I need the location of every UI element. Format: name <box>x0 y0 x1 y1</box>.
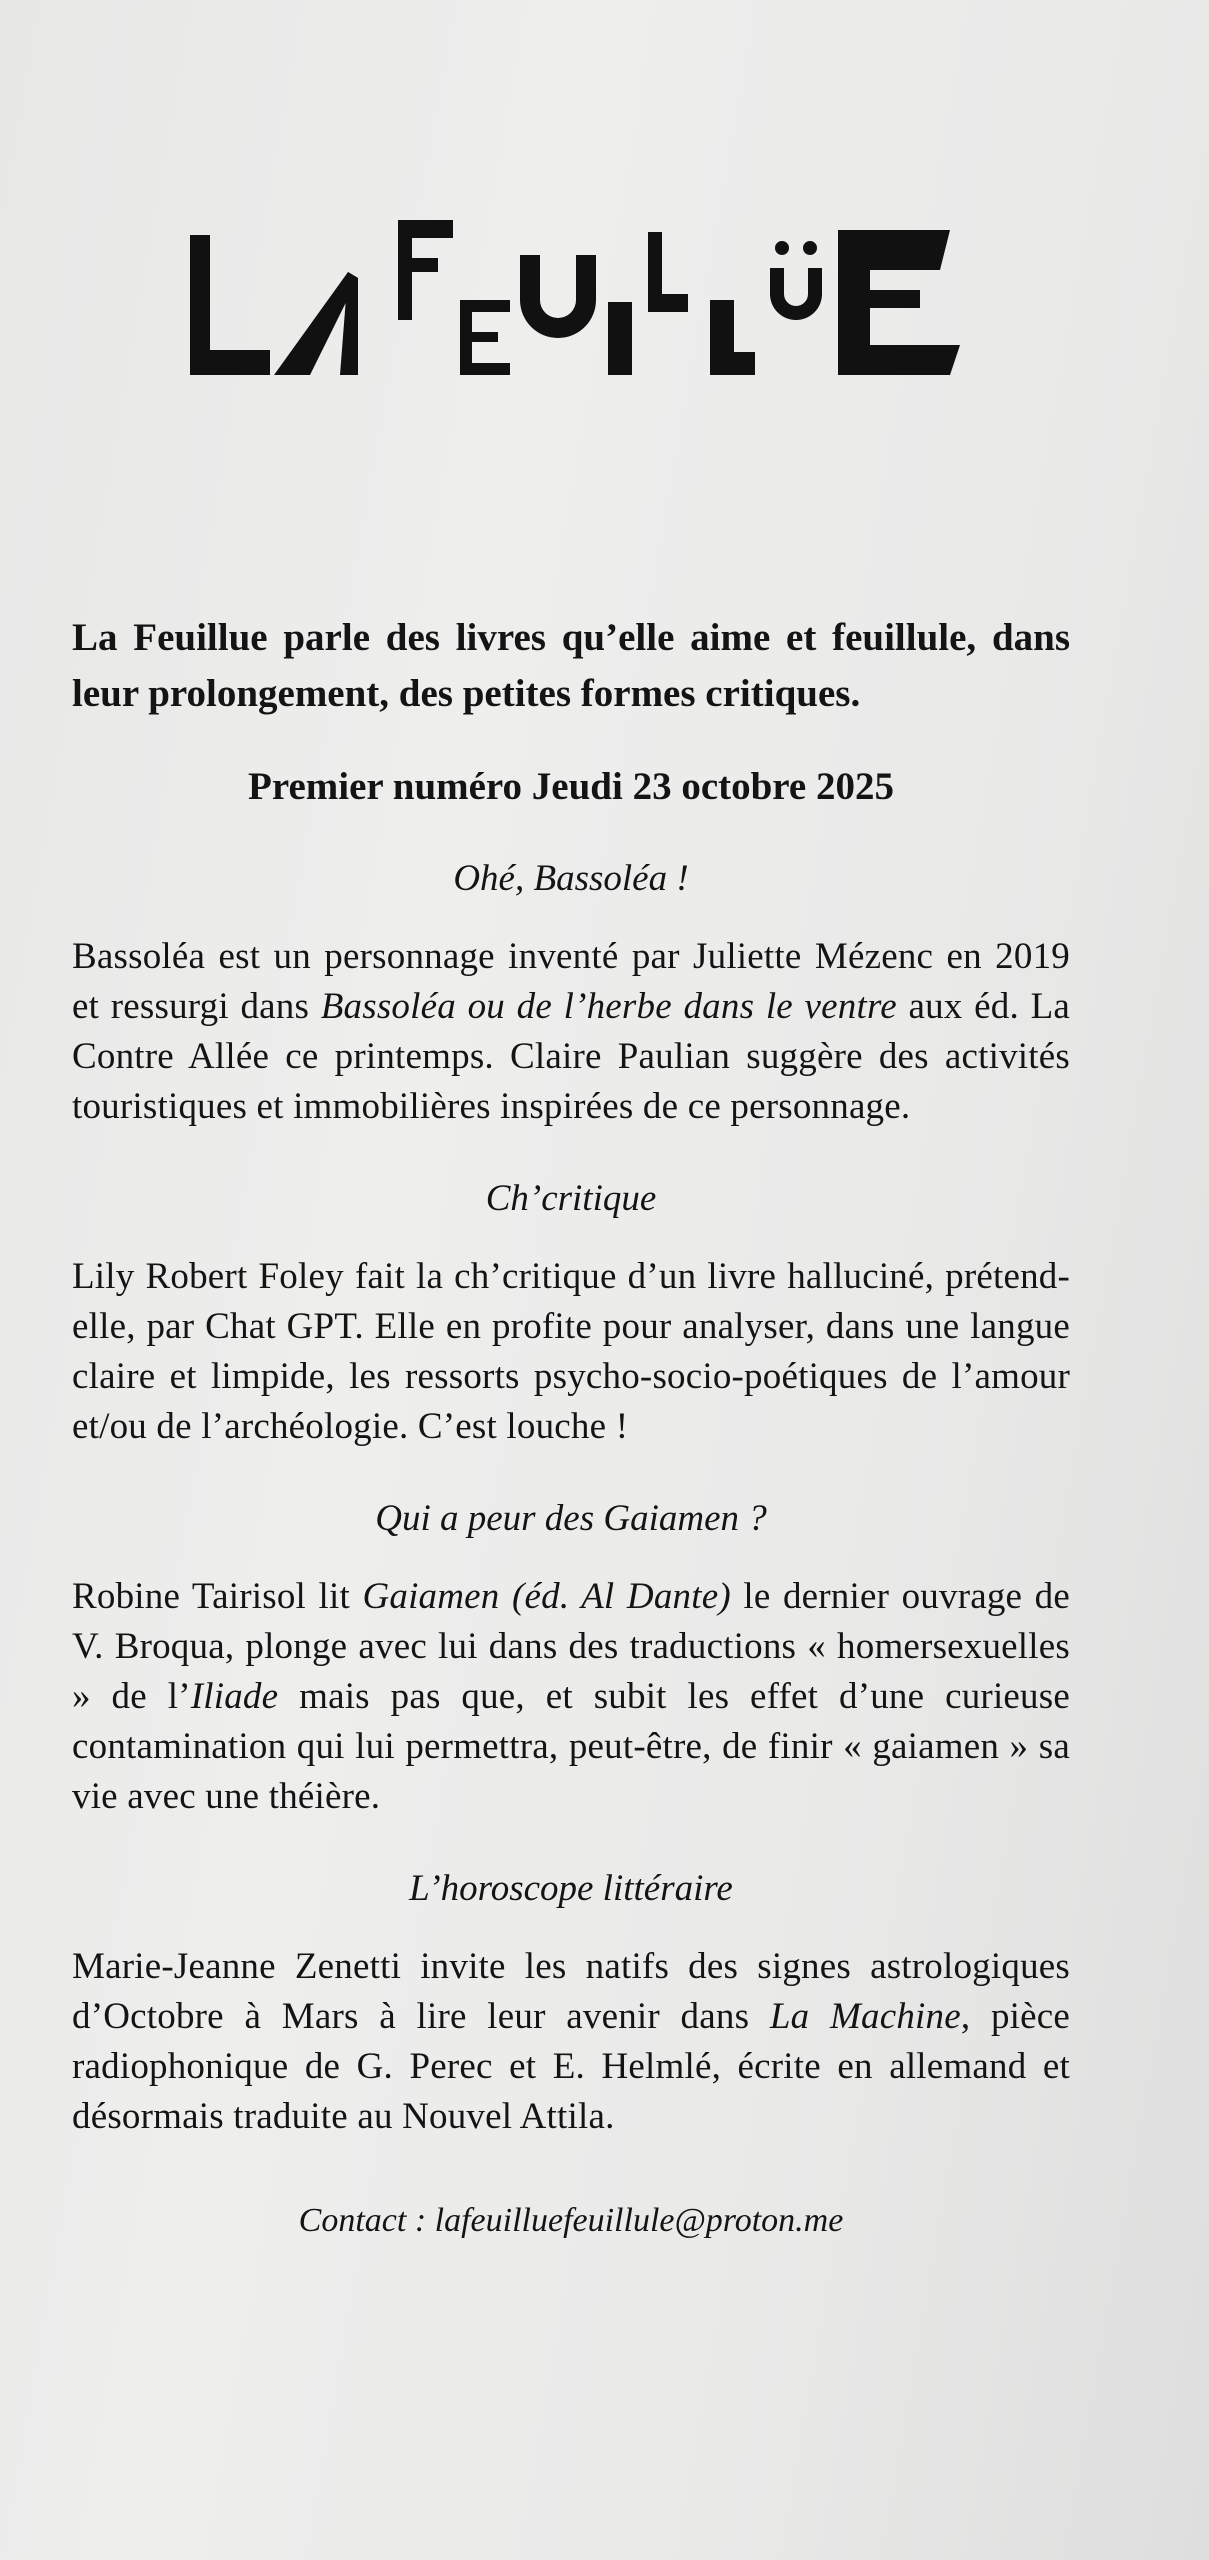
body-text: Bassoléa est un personnage inventé par Juliette Mézenc en 2019 et ressurgi dans <box>72 936 1070 1027</box>
section-chcritique <box>72 1174 1070 1452</box>
body-text: Robine Tairisol lit <box>72 1576 363 1617</box>
section-title: Qui a peur des Gaiamen ? <box>375 1498 767 1539</box>
section-body <box>72 1942 1070 2142</box>
section-body <box>72 932 1070 1132</box>
section-bassolea <box>72 854 1070 1132</box>
book-title: La Machine <box>769 1996 961 2037</box>
masthead-logo <box>190 220 990 390</box>
main-content <box>72 610 1070 2244</box>
book-title: Iliade <box>190 1676 279 1717</box>
section-title: L’horoscope littéraire <box>409 1868 733 1909</box>
body-text: Marie-Jeanne Zenetti invite les natifs des signes astrologiques d’Octobre à Mars à lire leur avenir dans <box>72 1946 1070 2037</box>
feuillue-logo-icon <box>190 220 990 390</box>
body-text: aux éd. La Contre Allée ce printemps. Claire Paulian suggère des activités touristiques et immobilières inspirées de ce personnage. <box>72 986 1070 1127</box>
body-text: , pièce radiophonique de G. Perec et E. Helmlé, écrite en allemand et désormais traduite au Nouvel Attila. <box>72 1996 1070 2137</box>
section-title: Ch’critique <box>485 1178 657 1219</box>
section-body: Lily Robert Foley fait la ch’critique d’un livre halluciné, prétend-elle, par Chat GPT. Elle en profite pour analyser, dans une langue claire et limpide, les ressorts psycho-socio-poétiques de l’amour et/ou de l’archéologie. C’est louche ! <box>72 1256 1070 1447</box>
body-text: mais pas que, et subit les effet d’une curieuse contamination qui lui permettra, peut-être, de finir « gaiamen » sa vie avec une théière. <box>72 1676 1070 1817</box>
book-title: Gaiamen (éd. Al Dante) <box>362 1576 731 1617</box>
section-title: Ohé, Bassoléa ! <box>453 858 689 899</box>
contact-line: Contact : lafeuilluefeuillule@proton.me <box>298 2202 844 2239</box>
book-title: Bassoléa ou de l’herbe dans le ventre <box>320 986 897 1027</box>
issue-line: Premier numéro Jeudi 23 octobre 2025 <box>248 765 894 808</box>
intro-paragraph: La Feuillue parle des livres qu’elle aime et feuillule, dans leur prolongement, des petites formes critiques. <box>72 616 1070 715</box>
body-text: le dernier ouvrage de V. Broqua, plonge avec lui dans des traductions « homersexuelles » de l’ <box>72 1576 1070 1717</box>
section-body <box>72 1572 1070 1822</box>
section-gaiamen <box>72 1494 1070 1822</box>
section-horoscope <box>72 1864 1070 2142</box>
